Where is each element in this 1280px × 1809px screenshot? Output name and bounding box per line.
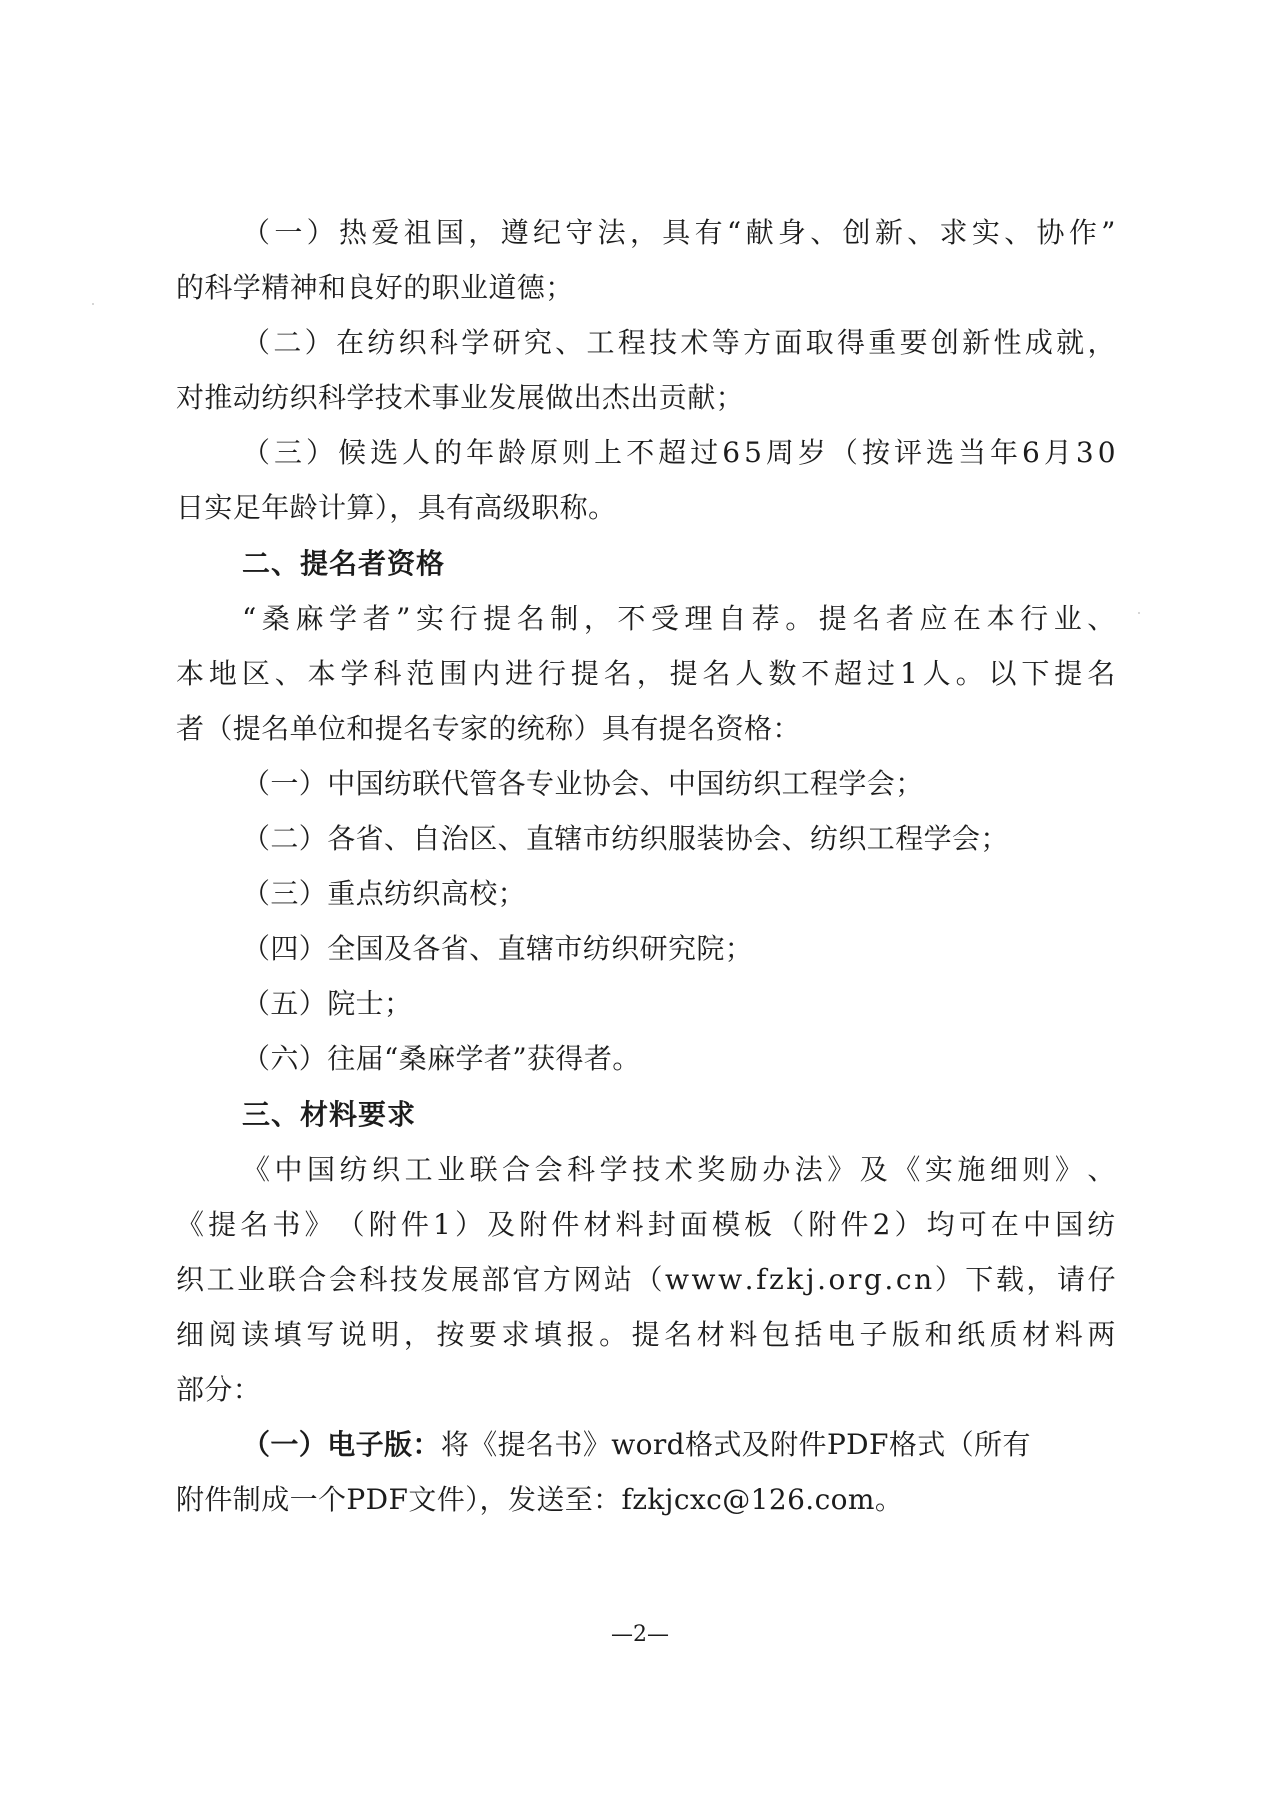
- list-item: （一）中国纺联代管各专业协会、中国纺织工程学会；: [242, 766, 924, 800]
- list-item: （五）院士；: [242, 987, 413, 1021]
- section-heading: 三、材料要求: [242, 1097, 417, 1131]
- paragraph-line: 本 地 区 、 本 学 科 范 围 内 进 行 提 名 ， 提 名 人 数 不 超 过 1 人 。 以 下 提 名: [176, 656, 1116, 690]
- document-body: [176, 205, 1116, 1527]
- paragraph-line: “ 桑 麻 学 者 ” 实 行 提 名 制 ， 不 受 理 自 荐 。 提 名 者 应 在 本 行 业 、: [242, 601, 1116, 635]
- list-item: （四）全国及各省、直辖市纺织研究院；: [242, 932, 754, 966]
- paragraph-line: 对推动纺织科学技术事业发展做出杰出贡献；: [176, 381, 745, 415]
- paragraph-line: [176, 1417, 1116, 1472]
- paragraph-line: 者（提名单位和提名专家的统称）具有提名资格：: [176, 711, 801, 745]
- paragraph-line: 附件制成一个PDF文件），发送至：fzkjcxc@126.com。: [176, 1483, 904, 1517]
- paragraph-line: （ 一 ） 热 爱 祖 国 ， 遵 纪 守 法 ， 具 有 “ 献 身 、 创 新 、 求 实 、 协 作 ”: [242, 216, 1116, 249]
- paragraph-line: 细 阅 读 填 写 说 明 ， 按 要 求 填 报 。 提 名 材 料 包 括 电 子 版 和 纸 质 材 料 两: [176, 1317, 1116, 1351]
- paragraph-line: （ 三 ） 候 选 人 的 年 龄 原 则 上 不 超 过 6 5 周 岁 （ 按 评 选 当 年 6 月 3 0: [242, 436, 1116, 470]
- list-item: （二）各省、自治区、直辖市纺织服装协会、纺织工程学会；: [242, 822, 1009, 856]
- paragraph-line: 的科学精神和良好的职业道德；: [176, 271, 574, 305]
- inline-text: 将《提名书》word格式及附件PDF格式（所有: [440, 1428, 1031, 1462]
- list-item: （三）重点纺织高校；: [242, 877, 527, 911]
- scan-mark-left: [92, 303, 94, 305]
- paragraph-line: 部分：: [176, 1372, 262, 1406]
- scan-mark-right: [1138, 612, 1140, 614]
- inline-bold-label: （一）电子版：: [242, 1428, 441, 1462]
- paragraph-line: 日实足年龄计算），具有高级职称。: [176, 491, 617, 525]
- section-heading: 二、提名者资格: [242, 546, 446, 580]
- list-item: （六）往届“桑麻学者”获得者。: [242, 1042, 641, 1076]
- paragraph-line: 《 中 国 纺 织 工 业 联 合 会 科 学 技 术 奖 励 办 法 》 及 《 实 施 细 则 》 、: [242, 1152, 1116, 1186]
- paragraph-line: （ 二 ） 在 纺 织 科 学 研 究 、 工 程 技 术 等 方 面 取 得 重 要 创 新 性 成 就 ，: [242, 326, 1116, 360]
- paragraph-line: 织 工 业 联 合 会 科 技 发 展 部 官 方 网 站 （ w w w . f z k j . o r g . c n ） 下 载 ， 请 仔: [176, 1262, 1116, 1296]
- paragraph-line: 《 提 名 书 》 （ 附 件 1 ） 及 附 件 材 料 封 面 模 板 （ 附 件 2 ） 均 可 在 中 国 纺: [176, 1207, 1116, 1241]
- page-number: —2—: [611, 1622, 669, 1647]
